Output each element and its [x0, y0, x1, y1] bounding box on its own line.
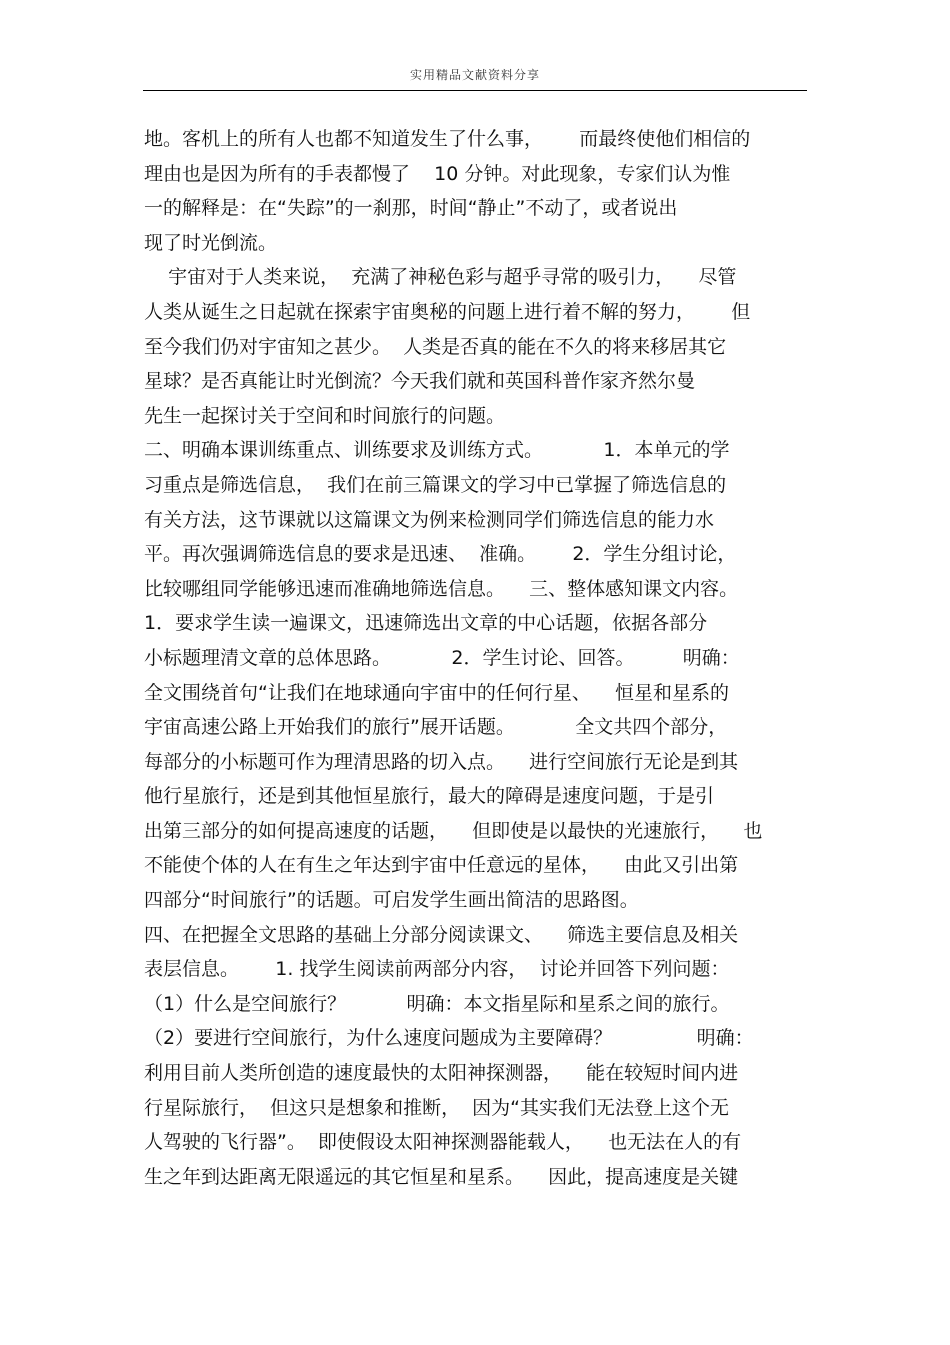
text-line: 比较哪组同学能够迅速而准确地筛选信息。 三、整体感知课文内容。 — [144, 577, 739, 600]
text-line: （2）要进行空间旅行，为什么速度问题成为主要障碍？ 明确： — [144, 1027, 754, 1050]
header-divider — [143, 90, 807, 91]
text-line: 人类从诞生之日起就在探索宇宙奥秘的问题上进行着不解的努力， 但 — [144, 300, 751, 323]
text-line: 表层信息。 1. 找学生阅读前两部分内容， 讨论并回答下列问题： — [144, 958, 730, 981]
text-line: 宇宙对于人类来说， 充满了神秘色彩与超乎寻常的吸引力， 尽管 — [144, 266, 737, 289]
text-line: 星球？是否真能让时光倒流？今天我们就和英国科普作家齐然尔曼 — [144, 370, 696, 393]
text-line: 小标题理清文章的总体思路。 2．学生讨论、回答。 明确： — [144, 646, 740, 669]
text-line: 二、明确本课训练重点、训练要求及训练方式。 1．本单元的学 — [144, 439, 730, 462]
text-line: 不能使个体的人在有生之年达到宇宙中任意远的星体， 由此又引出第 — [144, 854, 739, 877]
text-line: 人驾驶的飞行器”。 即使假设太阳神探测器能载人， 也无法在人的有 — [144, 1131, 742, 1154]
text-line: 现了时光倒流。 — [144, 231, 278, 254]
text-line: 宇宙高速公路上开始我们的旅行”展开话题。 全文共四个部分， — [144, 716, 728, 739]
text-line: 平。再次强调筛选信息的要求是迅速、 准确。 2．学生分组讨论， — [144, 543, 737, 566]
text-line: 先生一起探讨关于空间和时间旅行的问题。 — [144, 404, 506, 427]
text-line: 一的解释是：在“失踪”的一刹那，时间“静止”不动了，或者说出 — [144, 197, 678, 220]
page-header: 实用精品文献资料分享 — [409, 68, 540, 82]
text-line: 每部分的小标题可作为理清思路的切入点。 进行空间旅行无论是到其 — [144, 750, 739, 773]
text-line: 利用目前人类所创造的速度最快的太阳神探测器， 能在较短时间内进 — [144, 1062, 739, 1085]
text-line: 地。客机上的所有人也都不知道发生了什么事， 而最终使他们相信的 — [144, 128, 751, 150]
text-line: 生之年到达距离无限遥远的其它恒星和星系。 因此，提高速度是关键 — [144, 1165, 739, 1188]
text-line: 行星际旅行， 但这只是想象和推断， 因为“其实我们无法登上这个无 — [144, 1096, 730, 1119]
text-line: 四部分“时间旅行”的话题。可启发学生画出简洁的思路图。 — [144, 889, 639, 912]
text-line: 有关方法，这节课就以这篇课文为例来检测同学们筛选信息的能力水 — [144, 508, 715, 531]
text-line: 出第三部分的如何提高速度的话题， 但即使是以最快的光速旅行， 也 — [144, 819, 763, 842]
text-line: （1）什么是空间旅行？ 明确：本文指星际和星系之间的旅行。 — [144, 992, 730, 1015]
text-line: 理由也是因为所有的手表都慢了 10 分钟。对此现象，专家们认为惟 — [144, 162, 731, 185]
text-line: 四、在把握全文思路的基础上分部分阅读课文、 筛选主要信息及相关 — [144, 923, 739, 946]
document-body — [144, 122, 816, 1194]
text-line: 至今我们仍对宇宙知之甚少。 人类是否真的能在不久的将来移居其它 — [144, 335, 727, 358]
text-line: 习重点是筛选信息， 我们在前三篇课文的学习中已掌握了筛选信息的 — [144, 473, 727, 496]
text-line: 全文围绕首句“让我们在地球通向宇宙中的任何行星、 恒星和星系的 — [144, 681, 730, 704]
text-line: 他行星旅行，还是到其他恒星旅行，最大的障碍是速度问题，于是引 — [144, 785, 715, 808]
text-line: 1．要求学生读一遍课文，迅速筛选出文章的中心话题，依据各部分 — [144, 612, 708, 635]
